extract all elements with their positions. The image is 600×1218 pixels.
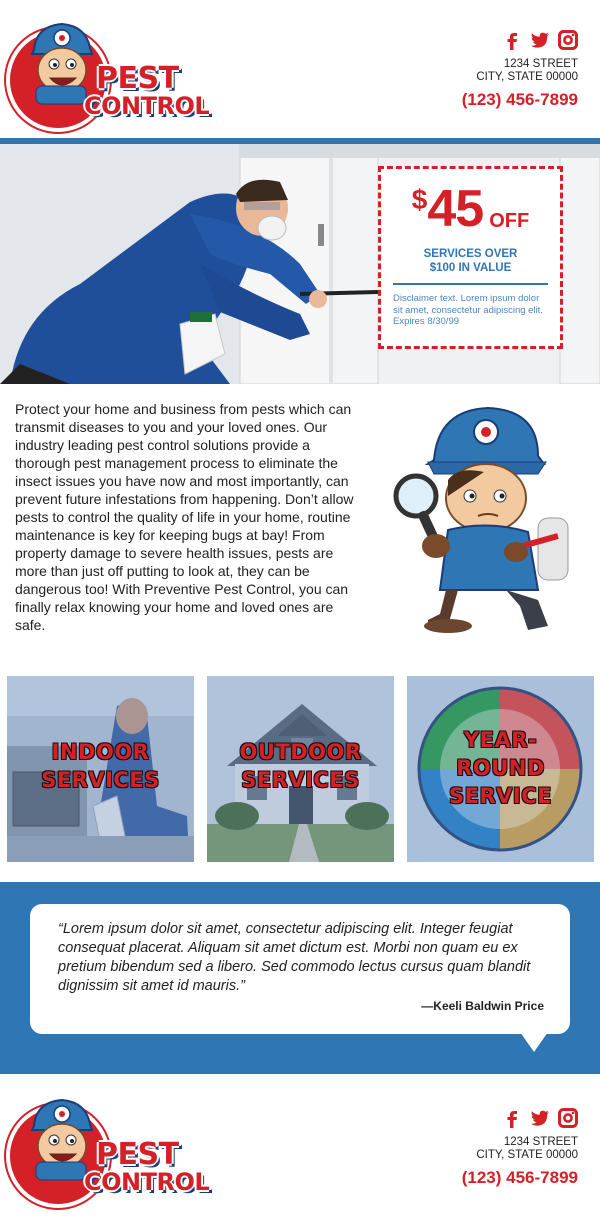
social-links [462, 30, 578, 50]
coupon-off-label: OFF [489, 210, 530, 232]
service-label-outdoor [207, 738, 394, 794]
address-line-1: 1234 STREET [503, 58, 578, 70]
coupon-dollar-sign: $ [411, 184, 428, 215]
header-contact [462, 30, 578, 110]
twitter-icon[interactable] [530, 30, 550, 50]
testimonial-bubble [30, 904, 570, 1034]
service-label-line: ROUND [456, 756, 545, 780]
testimonial-quote: “Lorem ipsum dolor sit amet, consectetur adipiscing elit. Integer feugiat consequat placerat. Aliquam sit amet dictum est. Morbi non quam eu ex pretium bibendum sed a libero. Sed commodo lectus cursus quam blandit dignissim sit amet id mauris.” [58, 921, 531, 994]
phone-number[interactable]: (123) 456-7899 [461, 90, 578, 109]
logo-wordmark [84, 61, 210, 120]
coupon-condition-line2: $100 IN VALUE [429, 262, 512, 274]
address-line-2: CITY, STATE 00000 [476, 1149, 578, 1161]
service-label-indoor [7, 738, 194, 794]
facebook-icon[interactable] [502, 30, 522, 50]
mascot-exterminator-illustration [388, 400, 588, 635]
logo-wordmark [84, 1137, 210, 1196]
logo-word-control: CONTROL [84, 92, 210, 120]
service-label-line: SERVICE [449, 784, 552, 808]
phone-number[interactable]: (123) 456-7899 [461, 1168, 578, 1187]
coupon-amount: 45 [427, 180, 484, 238]
footer-pest-control-logo[interactable] [6, 1082, 210, 1208]
footer-contact [462, 1108, 578, 1188]
testimonial-author: —Keeli Baldwin Price [421, 999, 544, 1013]
intro-paragraph: Protect your home and business from pests which can transmit diseases to you and your loved ones. Our industry leading pest control solutions provide a thorough pest management process to eliminate the insect issues you have now and most importantly, can prevent future infestations from happening. Don’t allow pests to control the quality of life in your home, routine maintenance is key for keeping bugs at bay! From property damage to severe health issues, pests are more than just off putting to look at, they can be dangerous too! With Preventive Pest Control, you can finally relax knowing your home and loved ones are safe. [15, 401, 354, 633]
social-links [462, 1108, 578, 1128]
header [0, 0, 600, 138]
coupon-price [393, 180, 548, 238]
service-card-indoor[interactable] [7, 676, 194, 862]
service-label-line: YEAR- [463, 728, 538, 752]
service-card-outdoor[interactable] [207, 676, 394, 862]
facebook-icon[interactable] [502, 1108, 522, 1128]
service-card-year-round[interactable] [407, 676, 594, 862]
logo-word-control: CONTROL [84, 1168, 210, 1196]
service-label-line: OUTDOOR [239, 740, 362, 764]
coupon-disclaimer: Disclaimer text. Lorem ipsum dolor sit amet, consectetur adipiscing elit. Expires 8/30/99 [393, 293, 543, 327]
twitter-icon[interactable] [530, 1108, 550, 1128]
logo-word-pest: PEST [96, 61, 179, 96]
discount-coupon[interactable] [378, 166, 563, 349]
hero-banner [0, 144, 600, 384]
footer [0, 1074, 600, 1218]
logo-word-pest: PEST [96, 1137, 179, 1172]
instagram-icon[interactable] [558, 1108, 578, 1128]
speech-bubble-tail [520, 1032, 548, 1052]
pest-control-logo[interactable] [6, 6, 210, 132]
address-line-1: 1234 STREET [503, 1136, 578, 1148]
service-label-line: SERVICES [241, 768, 360, 792]
coupon-condition-line1: SERVICES OVER [423, 248, 518, 260]
instagram-icon[interactable] [558, 30, 578, 50]
address-line-2: CITY, STATE 00000 [476, 71, 578, 83]
testimonial-section [0, 882, 600, 1074]
service-label-line: INDOOR [51, 740, 150, 764]
service-label-line: SERVICES [41, 768, 160, 792]
service-label-year-round [407, 726, 594, 810]
coupon-condition [393, 247, 548, 285]
